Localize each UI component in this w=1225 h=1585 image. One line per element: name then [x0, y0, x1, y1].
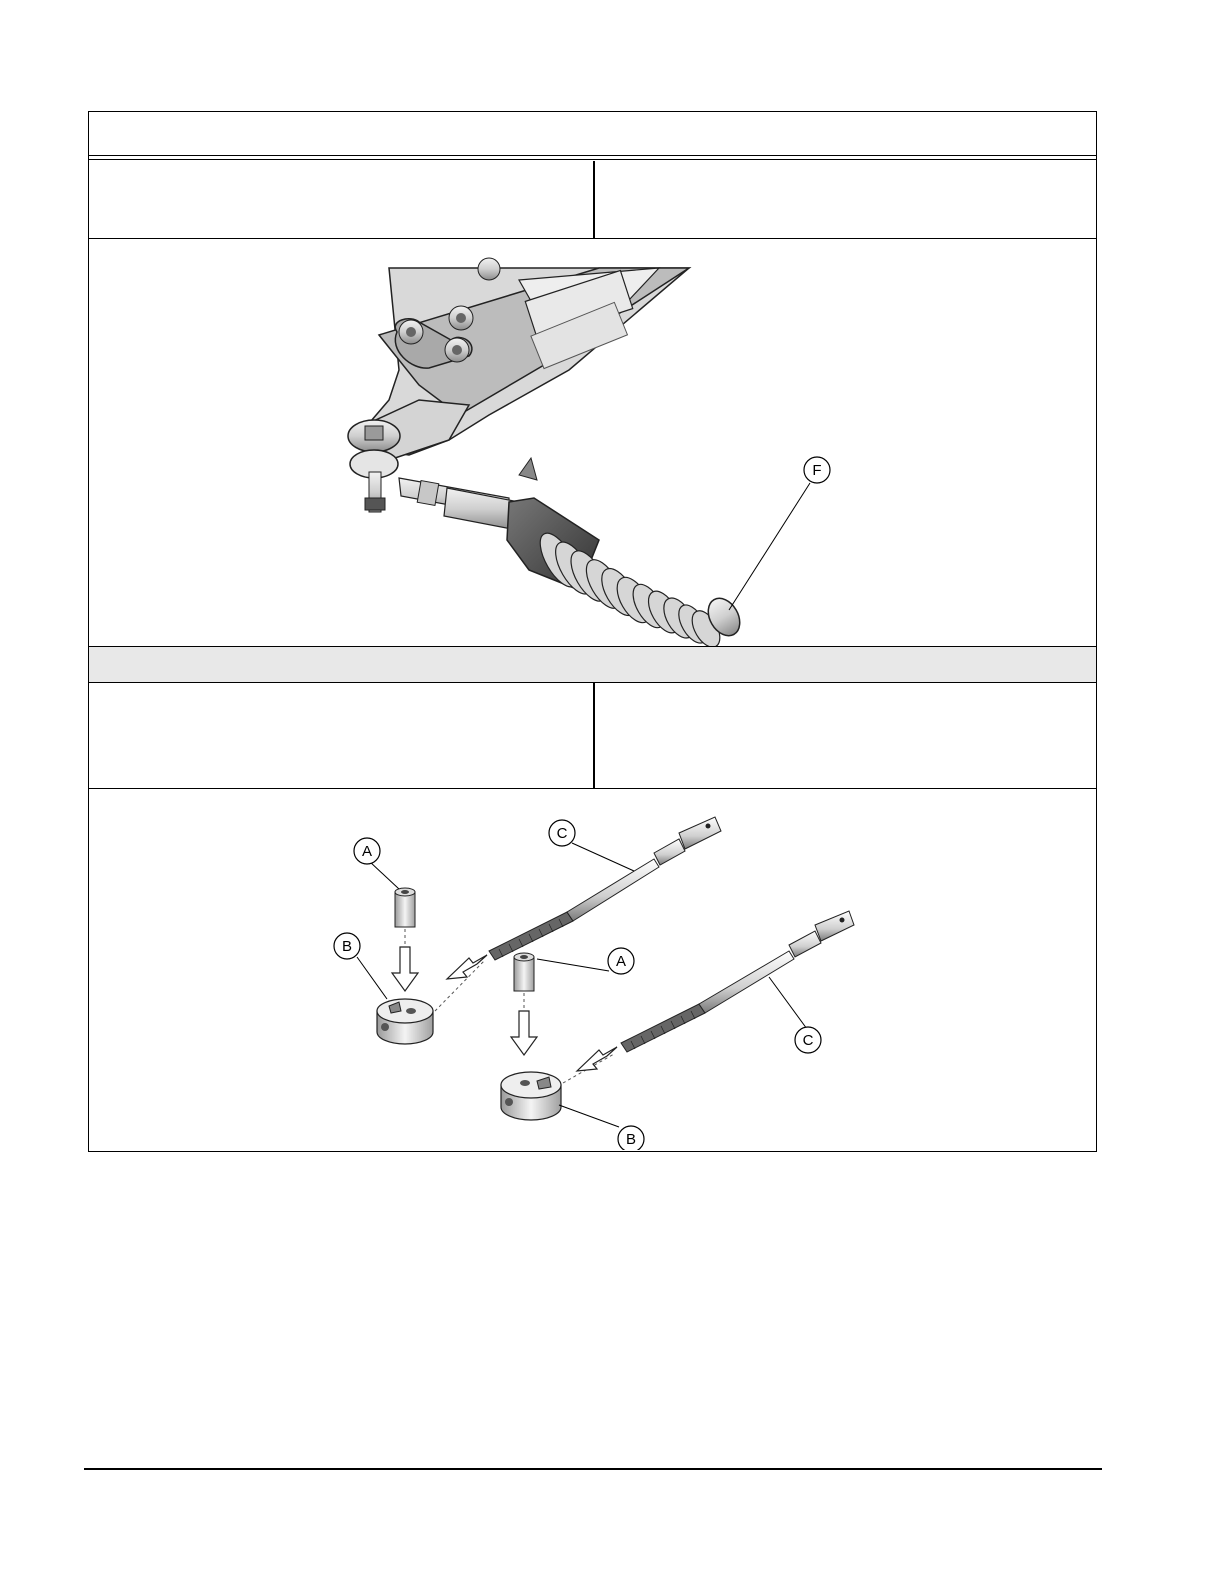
header-double-rule [89, 156, 1096, 160]
figure-2-row [89, 789, 1096, 1150]
column-divider [593, 161, 595, 238]
step-row-2 [89, 683, 1096, 789]
threaded-rod-lower [621, 911, 854, 1052]
svg-text:F: F [812, 462, 822, 479]
collar-rod-exploded-illustration [89, 789, 1095, 1150]
column-divider [593, 683, 595, 788]
callout-f [804, 457, 830, 483]
callout-b-left [334, 933, 360, 959]
collar-right [501, 1072, 561, 1120]
threaded-rod-upper [489, 817, 721, 960]
callout-b-right [618, 1126, 644, 1150]
svg-text:B: B [341, 938, 353, 955]
svg-text:C: C [556, 825, 568, 842]
callout-c-upper [549, 820, 575, 846]
callout-c-lower [795, 1027, 821, 1053]
step-row-1 [89, 161, 1096, 239]
compression-spring [533, 528, 726, 646]
callout-a-left [354, 838, 380, 864]
figure-1-row [89, 240, 1096, 646]
linkage-spring-illustration [89, 240, 1095, 646]
callout-a-right [608, 948, 634, 974]
section-band [89, 646, 1096, 683]
svg-text:A: A [361, 843, 373, 860]
svg-text:A: A [615, 953, 627, 970]
procedure-table [88, 111, 1097, 1152]
svg-text:B: B [625, 1131, 637, 1148]
socket-screw-right [514, 953, 534, 991]
svg-text:C: C [802, 1032, 814, 1049]
table-header-row [89, 112, 1096, 156]
collar-left [377, 999, 433, 1044]
socket-screw-left [395, 888, 415, 927]
footer-rule [84, 1468, 1102, 1470]
